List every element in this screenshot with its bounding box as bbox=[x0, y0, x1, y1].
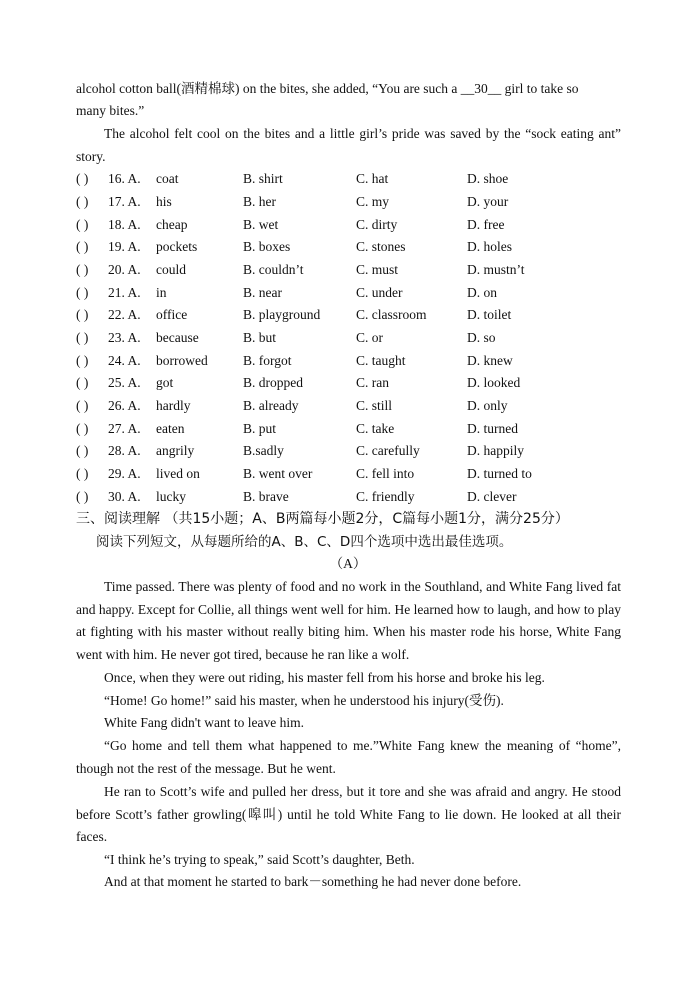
question-number: 19. A. bbox=[108, 239, 141, 254]
passage-paragraph-3: “Home! Go home!” said his master, when he understood his injury(受伤). bbox=[104, 693, 504, 708]
option-c: C. stones bbox=[356, 239, 406, 254]
question-18 bbox=[76, 214, 636, 237]
option-c: C. carefully bbox=[356, 443, 420, 458]
option-c: C. hat bbox=[356, 171, 389, 186]
option-b: B. brave bbox=[243, 489, 289, 504]
answer-blank[interactable]: ( ) bbox=[76, 443, 89, 458]
passage-paragraph-6: He ran to Scott’s wife and pulled her dress, but it tore and she was afraid and angry. He stood before Scott’s father growling(嗥叫) until he told White Fang to lie down. He looked at all their faces. bbox=[76, 784, 621, 845]
option-d: D. turned to bbox=[467, 466, 532, 481]
option-b: B. couldn’t bbox=[243, 262, 304, 277]
question-number: 29. A. bbox=[108, 466, 141, 481]
answer-blank[interactable]: ( ) bbox=[76, 194, 89, 209]
option-a: lucky bbox=[156, 489, 186, 504]
section-heading: 三、阅读理解 （共15小题；A、B两篇每小题2分，C篇每小题1分，满分25分） bbox=[76, 511, 569, 527]
question-number: 26. A. bbox=[108, 398, 141, 413]
option-c: C. friendly bbox=[356, 489, 415, 504]
question-23 bbox=[76, 327, 636, 350]
question-number: 21. A. bbox=[108, 285, 141, 300]
option-a: hardly bbox=[156, 398, 191, 413]
question-17 bbox=[76, 191, 636, 214]
question-21 bbox=[76, 282, 636, 305]
question-number: 22. A. bbox=[108, 307, 141, 322]
answer-blank[interactable]: ( ) bbox=[76, 262, 89, 277]
question-number: 20. A. bbox=[108, 262, 141, 277]
option-b: B. boxes bbox=[243, 239, 291, 254]
question-number: 24. A. bbox=[108, 353, 141, 368]
option-b: B. playground bbox=[243, 307, 321, 322]
option-a: because bbox=[156, 330, 199, 345]
option-a: pockets bbox=[156, 239, 198, 254]
option-a: cheap bbox=[156, 217, 188, 232]
answer-blank[interactable]: ( ) bbox=[76, 375, 89, 390]
option-a: could bbox=[156, 262, 186, 277]
answer-blank[interactable]: ( ) bbox=[76, 239, 89, 254]
option-c: C. must bbox=[356, 262, 399, 277]
option-a: in bbox=[156, 285, 167, 300]
question-number: 28. A. bbox=[108, 443, 141, 458]
option-b: B. but bbox=[243, 330, 277, 345]
option-b: B. went over bbox=[243, 466, 313, 481]
option-d: D. on bbox=[467, 285, 497, 300]
answer-blank[interactable]: ( ) bbox=[76, 171, 89, 186]
option-d: D. shoe bbox=[467, 171, 509, 186]
question-number: 30. A. bbox=[108, 489, 141, 504]
passage-paragraph-7: “I think he’s trying to speak,” said Scott’s daughter, Beth. bbox=[104, 852, 415, 867]
option-c: C. my bbox=[356, 194, 390, 209]
question-22 bbox=[76, 304, 636, 327]
option-d: D. holes bbox=[467, 239, 512, 254]
question-29 bbox=[76, 463, 636, 486]
option-c: C. dirty bbox=[356, 217, 398, 232]
answer-blank[interactable]: ( ) bbox=[76, 353, 89, 368]
question-24 bbox=[76, 350, 636, 373]
passage-paragraph-2: Once, when they were out riding, his master fell from his horse and broke his leg. bbox=[104, 670, 545, 685]
passage-paragraph-4: White Fang didn't want to leave him. bbox=[104, 715, 305, 730]
answer-blank[interactable]: ( ) bbox=[76, 489, 89, 504]
option-a: office bbox=[156, 307, 188, 322]
option-c: C. taught bbox=[356, 353, 406, 368]
option-d: D. looked bbox=[467, 375, 521, 390]
option-d: D. happily bbox=[467, 443, 524, 458]
option-d: D. knew bbox=[467, 353, 513, 368]
option-d: D. your bbox=[467, 194, 509, 209]
option-c: C. under bbox=[356, 285, 403, 300]
option-b: B. forgot bbox=[243, 353, 292, 368]
question-27 bbox=[76, 418, 636, 441]
option-d: D. clever bbox=[467, 489, 517, 504]
question-number: 17. A. bbox=[108, 194, 141, 209]
option-a: his bbox=[156, 194, 172, 209]
option-c: C. still bbox=[356, 398, 393, 413]
question-20 bbox=[76, 259, 636, 282]
option-a: eaten bbox=[156, 421, 185, 436]
question-number: 27. A. bbox=[108, 421, 141, 436]
option-b: B. near bbox=[243, 285, 282, 300]
option-a: borrowed bbox=[156, 353, 208, 368]
answer-blank[interactable]: ( ) bbox=[76, 330, 89, 345]
intro-line-2: many bites.” bbox=[76, 103, 145, 118]
question-26 bbox=[76, 395, 636, 418]
question-19 bbox=[76, 236, 636, 259]
option-d: D. turned bbox=[467, 421, 518, 436]
option-c: C. fell into bbox=[356, 466, 415, 481]
intro-paragraph-2: The alcohol felt cool on the bites and a little girl’s pride was saved by the “sock eating ant” story. bbox=[76, 126, 621, 164]
section-instruction: 阅读下列短文，从每题所给的A、B、C、D四个选项中选出最佳选项。 bbox=[96, 534, 513, 550]
intro-line-1: alcohol cotton ball(酒精棉球) on the bites, she added, “You are such a __30__ girl to take so bbox=[76, 81, 579, 96]
question-number: 23. A. bbox=[108, 330, 141, 345]
option-d: D. only bbox=[467, 398, 508, 413]
answer-blank[interactable]: ( ) bbox=[76, 307, 89, 322]
answer-blank[interactable]: ( ) bbox=[76, 217, 89, 232]
option-b: B. already bbox=[243, 398, 299, 413]
option-a: got bbox=[156, 375, 174, 390]
answer-blank[interactable]: ( ) bbox=[76, 466, 89, 481]
question-16 bbox=[76, 168, 636, 191]
option-b: B. shirt bbox=[243, 171, 283, 186]
option-d: D. so bbox=[467, 330, 496, 345]
question-number: 18. A. bbox=[108, 217, 141, 232]
option-b: B. dropped bbox=[243, 375, 303, 390]
option-b: B. her bbox=[243, 194, 276, 209]
question-number: 25. A. bbox=[108, 375, 141, 390]
option-a: coat bbox=[156, 171, 179, 186]
option-d: D. toilet bbox=[467, 307, 512, 322]
option-c: C. classroom bbox=[356, 307, 427, 322]
option-d: D. free bbox=[467, 217, 505, 232]
answer-blank[interactable]: ( ) bbox=[76, 421, 89, 436]
question-number: 16. A. bbox=[108, 171, 141, 186]
question-28 bbox=[76, 440, 636, 463]
option-c: C. or bbox=[356, 330, 383, 345]
option-a: lived on bbox=[156, 466, 200, 481]
passage-label: （A） bbox=[329, 556, 367, 571]
answer-blank[interactable]: ( ) bbox=[76, 398, 89, 413]
answer-blank[interactable]: ( ) bbox=[76, 285, 89, 300]
option-c: C. ran bbox=[356, 375, 389, 390]
passage-paragraph-5: “Go home and tell them what happened to me.”White Fang knew the meaning of “home”, though not the rest of the message. But he went. bbox=[76, 738, 621, 776]
passage-paragraph-1: Time passed. There was plenty of food and no work in the Southland, and White Fang lived fat and happy. Except for Collie, all things went well for him. He learned how to laugh, and how to play at fighting with his master without really biting him. When his master rode his horse, White Fang went with him. He never got tired, because he ran like a wolf. bbox=[76, 579, 621, 663]
option-c: C. take bbox=[356, 421, 395, 436]
question-25 bbox=[76, 372, 636, 395]
question-30 bbox=[76, 486, 636, 509]
option-b: B. put bbox=[243, 421, 277, 436]
option-d: D. mustn’t bbox=[467, 262, 525, 277]
option-a: angrily bbox=[156, 443, 195, 458]
option-b: B.sadly bbox=[243, 443, 284, 458]
passage-paragraph-8: And at that moment he started to bark－something he had never done before. bbox=[104, 874, 522, 889]
option-b: B. wet bbox=[243, 217, 279, 232]
